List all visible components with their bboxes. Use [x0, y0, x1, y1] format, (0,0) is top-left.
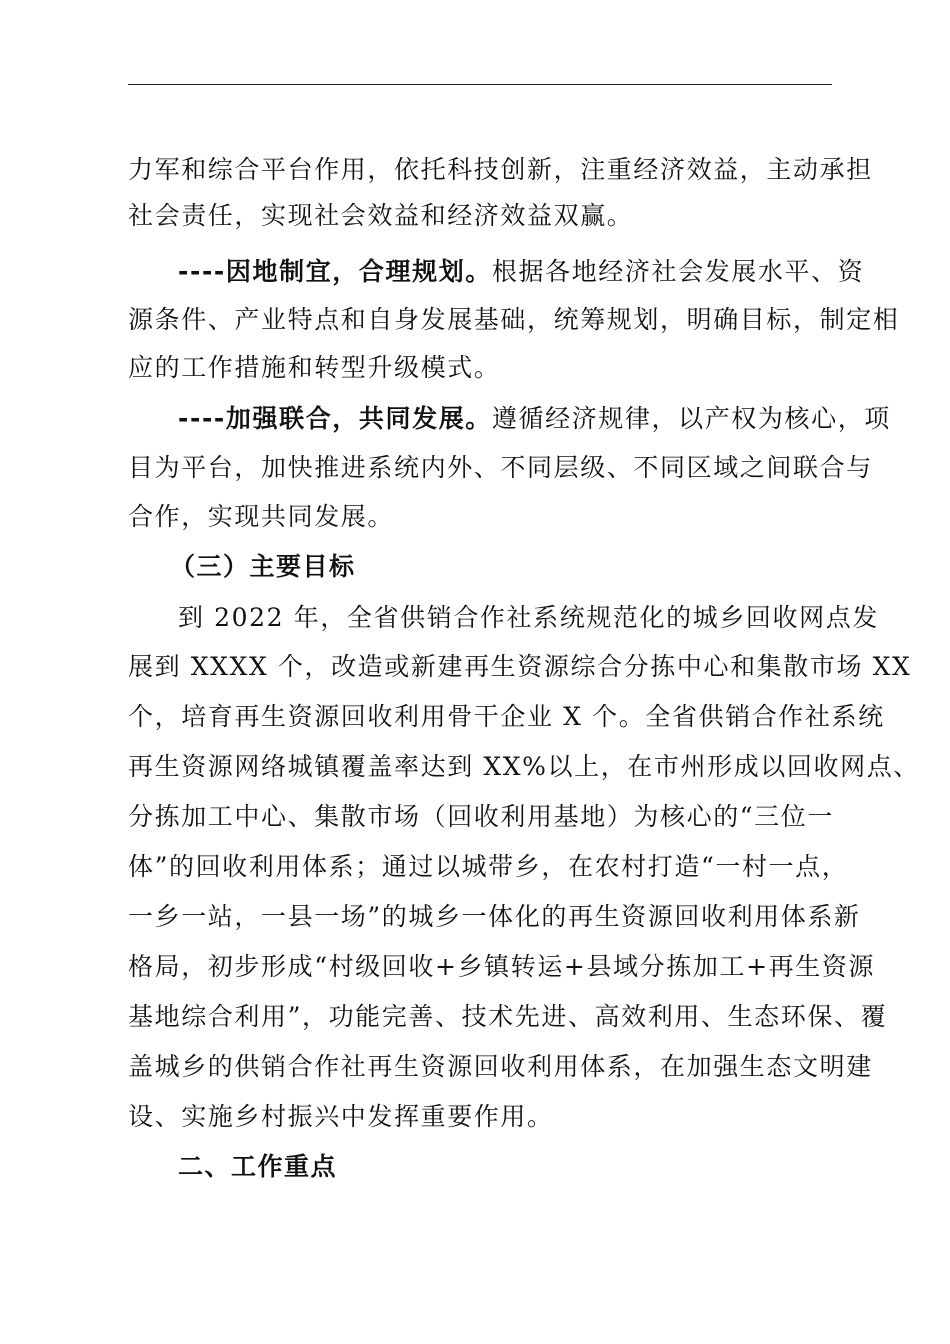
paragraph-line: 格局，初步形成“村级回收+乡镇转运+县域分拣加工+再生资源 — [128, 952, 876, 981]
bold-lead-in: ----因地制宜，合理规划。 — [178, 257, 492, 286]
paragraph-line: 个，培育再生资源回收利用骨干企业 X 个。全省供销合作社系统 — [128, 702, 885, 731]
paragraph-line: 力军和综合平台作用，依托科技创新，注重经济效益，主动承担 — [128, 155, 873, 184]
paragraph-first-line: 到 2022 年，全省供销合作社系统规范化的城乡回收网点发 — [178, 603, 879, 632]
section-heading: 二、工作重点 — [178, 1152, 338, 1181]
paragraph-first-line — [178, 248, 865, 296]
paragraph-line: 分拣加工中心、集散市场（回收利用基地）为核心的“三位一 — [128, 802, 834, 831]
header-rule — [128, 84, 832, 85]
paragraph-line: 社会责任，实现社会效益和经济效益双赢。 — [128, 201, 634, 230]
section-heading: （三）主要目标 — [170, 552, 356, 581]
paragraph-line: 再生资源网络城镇覆盖率达到 XX%以上，在市州形成以回收网点、 — [128, 752, 920, 781]
paragraph-line: 基地综合利用”，功能完善、技术先进、高效利用、生态环保、覆 — [128, 1002, 888, 1031]
paragraph-line: 体”的回收利用体系；通过以城带乡，在农村打造“一村一点， — [128, 852, 849, 881]
paragraph-first-line — [178, 395, 891, 443]
bold-lead-in: ----加强联合，共同发展。 — [178, 404, 492, 433]
lead-text: 根据各地经济社会发展水平、资 — [491, 257, 865, 286]
paragraph-line: 设、实施乡村振兴中发挥重要作用。 — [128, 1102, 554, 1131]
paragraph-line: 合作，实现共同发展。 — [128, 502, 395, 531]
paragraph-line: 目为平台，加快推进系统内外、不同层级、不同区域之间联合与 — [128, 453, 873, 482]
paragraph-line: 展到 XXXX 个，改造或新建再生资源综合分拣中心和集散市场 XX — [128, 652, 912, 681]
paragraph-line: 一乡一站，一县一场”的城乡一体化的再生资源回收利用体系新 — [128, 902, 861, 931]
paragraph-line: 盖城乡的供销合作社再生资源回收利用体系，在加强生态文明建 — [128, 1052, 873, 1081]
lead-text: 遵循经济规律，以产权为核心，项 — [491, 404, 891, 433]
paragraph-line: 源条件、产业特点和自身发展基础，统筹规划，明确目标，制定相 — [128, 305, 900, 334]
paragraph-line: 应的工作措施和转型升级模式。 — [128, 353, 501, 382]
